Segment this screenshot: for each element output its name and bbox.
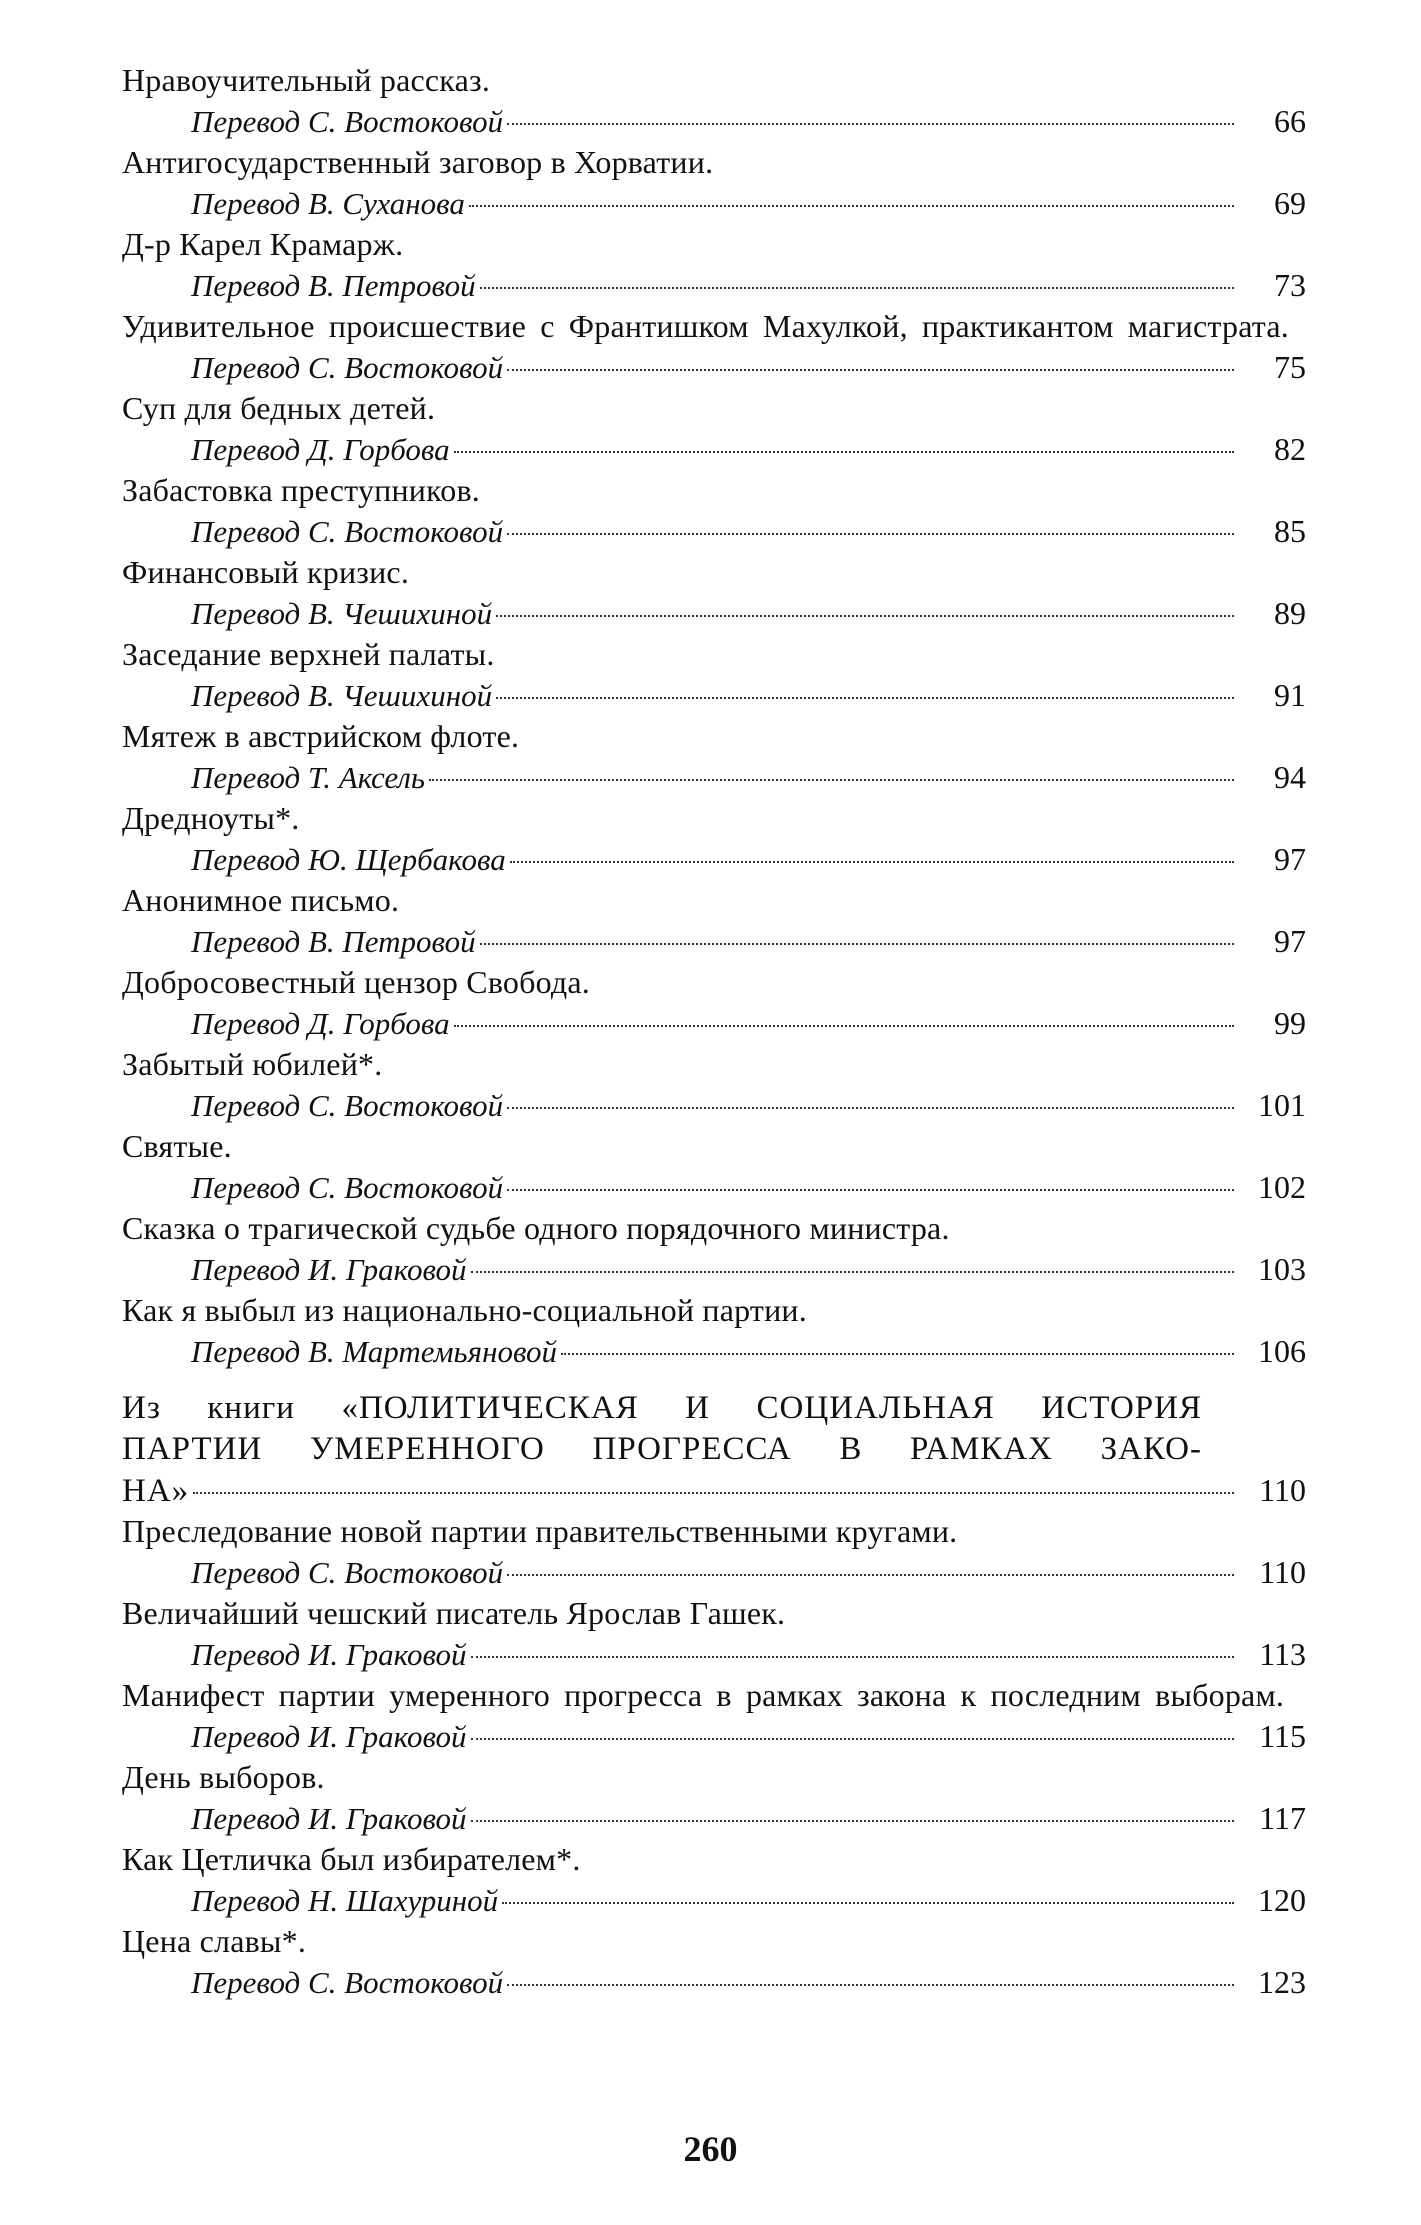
section-spacer	[122, 1372, 1306, 1388]
toc-entry	[122, 1757, 1306, 1839]
entry-translator-line	[122, 1167, 1306, 1208]
entry-title: Забытый юбилей*.	[122, 1046, 383, 1082]
entry-page-number: 110	[1259, 1554, 1306, 1590]
entry-translator: Перевод С. Востоковой	[191, 1555, 504, 1590]
entry-translator: Перевод Ю. Щербакова	[191, 842, 506, 877]
entry-title: Манифест партии умеренного прогресса в рамках закона к последним выборам.	[122, 1677, 1285, 1713]
entry-translator: Перевод Н. Шахуриной	[191, 1883, 499, 1918]
dot-leader	[507, 1106, 1234, 1109]
toc-list	[122, 60, 1306, 1372]
entry-page-number: 120	[1258, 1882, 1306, 1918]
dot-leader	[507, 1188, 1234, 1191]
dot-leader	[429, 778, 1234, 781]
toc-entry	[122, 962, 1306, 1044]
toc-entry	[122, 224, 1306, 306]
dot-leader	[507, 368, 1234, 371]
section-page-number: 110	[1259, 1472, 1306, 1508]
dot-leader	[507, 122, 1234, 125]
entry-translator-line	[122, 1798, 1306, 1839]
section-title-line: ПАРТИИ УМЕРЕННОГО ПРОГРЕССА В РАМКАХ ЗАКО-	[122, 1431, 1202, 1467]
toc-entry	[122, 1921, 1306, 2003]
toc-entry	[122, 1839, 1306, 1921]
entry-page-number: 113	[1259, 1636, 1306, 1672]
entry-title: Цена славы*.	[122, 1923, 307, 1959]
entry-page-number: 106	[1258, 1333, 1306, 1369]
entry-translator-line	[122, 593, 1306, 634]
entry-title: Мятеж в австрийском флоте.	[122, 718, 520, 754]
entry-title: Нравоучительный рассказ.	[122, 62, 491, 98]
entry-title: Суп для бедных детей.	[122, 390, 436, 426]
entry-title: Величайший чешский писатель Ярослав Гашек.	[122, 1595, 786, 1631]
entry-title: Антигосударственный заговор в Хорватии.	[122, 144, 714, 180]
toc-entry	[122, 798, 1306, 880]
entry-translator: Перевод В. Петровой	[191, 268, 476, 303]
entry-translator-line	[122, 183, 1306, 224]
entry-page-number: 117	[1259, 1800, 1306, 1836]
dot-leader	[471, 1819, 1234, 1822]
toc-entry	[122, 1208, 1306, 1290]
entry-translator: Перевод С. Востоковой	[191, 350, 504, 385]
entry-translator-line	[122, 1003, 1306, 1044]
entry-page-number: 89	[1274, 595, 1306, 631]
dot-leader	[507, 1983, 1234, 1986]
page-number-folio: 260	[683, 2129, 738, 2169]
entry-page-number: 115	[1259, 1718, 1306, 1754]
entry-title: Как я выбыл из национально-социальной партии.	[122, 1292, 807, 1328]
entry-translator-line	[122, 921, 1306, 962]
entry-page-number: 102	[1258, 1169, 1306, 1205]
entry-page-number: 75	[1274, 349, 1306, 385]
entry-title: Дредноуты*.	[122, 800, 300, 836]
entry-translator: Перевод В. Чешихиной	[191, 678, 493, 713]
entry-translator: Перевод С. Востоковой	[191, 514, 504, 549]
dot-leader	[507, 1573, 1234, 1576]
entry-translator-line	[122, 1331, 1306, 1372]
entry-translator: Перевод В. Мартемьяновой	[191, 1334, 557, 1369]
entry-translator: Перевод Д. Горбова	[191, 432, 450, 467]
entry-title: Заседание верхней палаты.	[122, 636, 495, 672]
entry-page-number: 69	[1274, 185, 1306, 221]
entry-translator-line	[122, 1552, 1306, 1593]
toc-entry	[122, 634, 1306, 716]
entry-page-number: 94	[1274, 759, 1306, 795]
toc-entry	[122, 1593, 1306, 1675]
toc-entry	[122, 388, 1306, 470]
entry-title: Святые.	[122, 1128, 232, 1164]
section-title-last-line	[122, 1470, 1306, 1511]
entry-translator: Перевод И. Граковой	[191, 1719, 467, 1754]
dot-leader	[561, 1352, 1234, 1355]
entry-translator-line	[122, 1249, 1306, 1290]
section-title-line: Из книги «ПОЛИТИЧЕСКАЯ И СОЦИАЛЬНАЯ ИСТОРИЯ	[122, 1390, 1202, 1426]
entry-translator: Перевод В. Петровой	[191, 924, 476, 959]
toc-entry	[122, 470, 1306, 552]
dot-leader	[454, 1024, 1234, 1027]
dot-leader	[480, 942, 1234, 945]
dot-leader	[510, 860, 1234, 863]
entry-translator: Перевод Т. Аксель	[191, 760, 425, 795]
entry-translator: Перевод И. Граковой	[191, 1252, 467, 1287]
toc-entry	[122, 1044, 1306, 1126]
entry-title: Как Цетличка был избирателем*.	[122, 1841, 581, 1877]
entry-title: Д-р Карел Крамарж.	[122, 226, 404, 262]
entry-translator: Перевод И. Граковой	[191, 1637, 467, 1672]
entry-page-number: 73	[1274, 267, 1306, 303]
entry-page-number: 97	[1274, 841, 1306, 877]
table-of-contents	[122, 60, 1306, 2003]
toc-entry	[122, 306, 1306, 388]
entry-translator: Перевод С. Востоковой	[191, 1088, 504, 1123]
toc-entry	[122, 1290, 1306, 1372]
dot-leader	[480, 286, 1234, 289]
entry-page-number: 101	[1258, 1087, 1306, 1123]
entry-translator-line	[122, 101, 1306, 142]
entry-translator-line	[122, 347, 1306, 388]
toc-entry	[122, 552, 1306, 634]
entry-translator-line	[122, 1085, 1306, 1126]
entry-page-number: 99	[1274, 1005, 1306, 1041]
entry-page-number: 82	[1274, 431, 1306, 467]
entry-title: Добросовестный цензор Свобода.	[122, 964, 590, 1000]
toc-entry	[122, 1126, 1306, 1208]
toc-entry	[122, 1511, 1306, 1593]
dot-leader	[193, 1491, 1234, 1494]
dot-leader	[496, 614, 1234, 617]
toc-entry	[122, 142, 1306, 224]
entry-title: Преследование новой партии правительственными кругами.	[122, 1513, 958, 1549]
entry-translator-line	[122, 1880, 1306, 1921]
toc-entry	[122, 60, 1306, 142]
dot-leader	[496, 696, 1234, 699]
dot-leader	[469, 204, 1234, 207]
entry-translator: Перевод С. Востоковой	[191, 1170, 504, 1205]
section-title-tail: НА»	[122, 1473, 190, 1509]
entry-translator-line	[122, 1634, 1306, 1675]
entry-translator-line	[122, 265, 1306, 306]
toc-entry	[122, 880, 1306, 962]
entry-translator-line	[122, 757, 1306, 798]
dot-leader	[471, 1737, 1234, 1740]
entry-translator-line	[122, 1962, 1306, 2003]
dot-leader	[471, 1270, 1234, 1273]
entry-title: Забастовка преступников.	[122, 472, 480, 508]
entry-title: Анонимное письмо.	[122, 882, 400, 918]
entry-translator-line	[122, 839, 1306, 880]
entry-title: Удивительное происшествие с Франтишком Махулкой, практикантом магистрата.	[122, 308, 1289, 344]
entry-page-number: 91	[1274, 677, 1306, 713]
entry-title: День выборов.	[122, 1759, 325, 1795]
section-toc-list	[122, 1511, 1306, 2003]
entry-title: Финансовый кризис.	[122, 554, 410, 590]
dot-leader	[507, 532, 1234, 535]
dot-leader	[471, 1655, 1234, 1658]
section-heading	[122, 1388, 1306, 1511]
toc-entry	[122, 1675, 1306, 1757]
toc-entry	[122, 716, 1306, 798]
entry-translator: Перевод В. Чешихиной	[191, 596, 493, 631]
entry-translator-line	[122, 675, 1306, 716]
dot-leader	[502, 1901, 1234, 1904]
entry-translator-line	[122, 429, 1306, 470]
dot-leader	[454, 450, 1234, 453]
entry-translator: Перевод Д. Горбова	[191, 1006, 450, 1041]
entry-page-number: 85	[1274, 513, 1306, 549]
entry-translator: Перевод В. Суханова	[191, 186, 465, 221]
entry-page-number: 97	[1274, 923, 1306, 959]
entry-translator: Перевод С. Востоковой	[191, 1965, 504, 2000]
entry-page-number: 123	[1258, 1964, 1306, 2000]
entry-translator: Перевод И. Граковой	[191, 1801, 467, 1836]
entry-translator-line	[122, 1716, 1306, 1757]
entry-title: Сказка о трагической судьбе одного порядочного министра.	[122, 1210, 950, 1246]
entry-translator: Перевод С. Востоковой	[191, 104, 504, 139]
entry-translator-line	[122, 511, 1306, 552]
entry-page-number: 66	[1274, 103, 1306, 139]
entry-page-number: 103	[1258, 1251, 1306, 1287]
